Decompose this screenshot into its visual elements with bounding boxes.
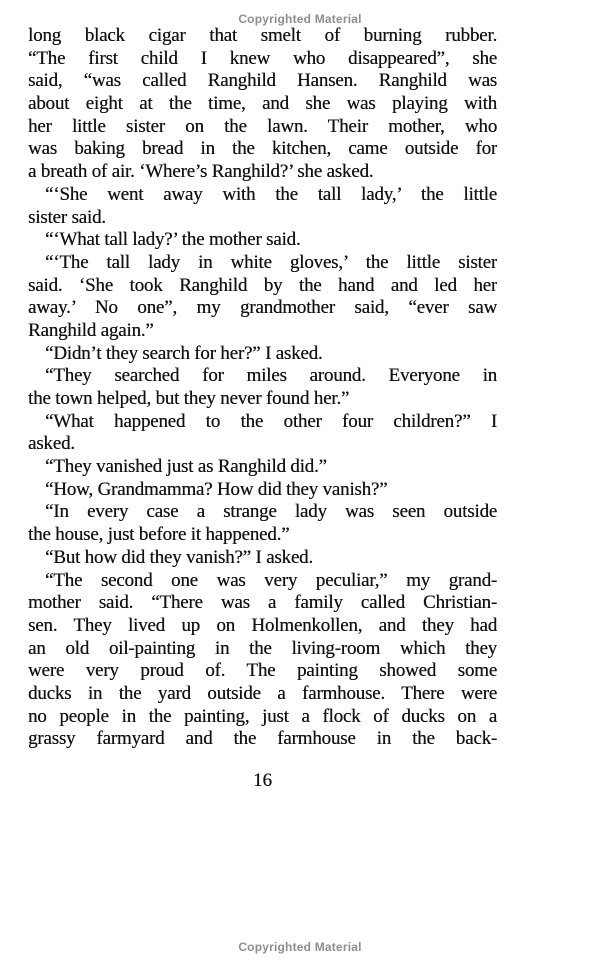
text-line: “‘She went away with the tall lady,’ the little [45, 183, 497, 205]
text-line: was baking bread in the kitchen, came outside for [28, 138, 497, 160]
body-text-lines [28, 25, 497, 751]
text-line: long black cigar that smelt of burning rubber. [28, 25, 497, 46]
text-line: “What happened to the other four children?” I [45, 410, 497, 432]
copyright-watermark-top: Copyrighted Material [238, 12, 362, 26]
text-line: sen. They lived up on Holmenkollen, and they had [28, 614, 497, 636]
text-line: mother said. “There was a family called Christian- [28, 592, 497, 614]
text-line: “The first child I knew who disappeared”, she [28, 47, 497, 69]
text-line: her little sister on the lawn. Their mother, who [28, 115, 497, 137]
copyright-watermark-bottom: Copyrighted Material [238, 940, 362, 954]
text-line: the house, just before it happened.” [28, 524, 290, 546]
text-line: Ranghild again.” [28, 319, 154, 341]
text-line: “Didn’t they search for her?” I asked. [45, 342, 323, 364]
text-line: said, “was called Ranghild Hansen. Ranghild was [28, 70, 497, 92]
page-number: 16 [253, 770, 272, 791]
text-line: sister said. [28, 206, 106, 228]
text-line: a breath of air. ‘Where’s Ranghild?’ she asked. [28, 161, 374, 183]
text-line: said. ‘She took Ranghild by the hand and led her [28, 274, 497, 296]
text-line: “But how did they vanish?” I asked. [45, 546, 313, 568]
text-line: no people in the painting, just a flock of ducks on a [28, 705, 497, 727]
text-line: the town helped, but they never found her.” [28, 388, 350, 409]
text-line: an old oil-painting in the living-room which they [28, 637, 497, 659]
text-line: “In every case a strange lady was seen outside [45, 501, 497, 523]
text-line: asked. [28, 433, 75, 455]
text-line: “They searched for miles around. Everyone in [45, 365, 497, 387]
text-line: “‘The tall lady in white gloves,’ the little sister [45, 251, 497, 273]
text-line: away.’ No one”, my grandmother said, “ever saw [28, 297, 497, 319]
text-line: “They vanished just as Ranghild did.” [45, 456, 327, 478]
text-line: “The second one was very peculiar,” my grand- [45, 569, 497, 591]
text-line: “‘What tall lady?’ the mother said. [45, 229, 301, 251]
text-line: were very proud of. The painting showed some [28, 660, 497, 682]
text-line: “How, Grandmamma? How did they vanish?” [45, 478, 388, 500]
text-line: grassy farmyard and the farmhouse in the back- [28, 728, 497, 750]
page-text-block [28, 25, 497, 793]
text-line: about eight at the time, and she was playing with [28, 93, 497, 115]
text-line: ducks in the yard outside a farmhouse. There were [28, 682, 497, 704]
